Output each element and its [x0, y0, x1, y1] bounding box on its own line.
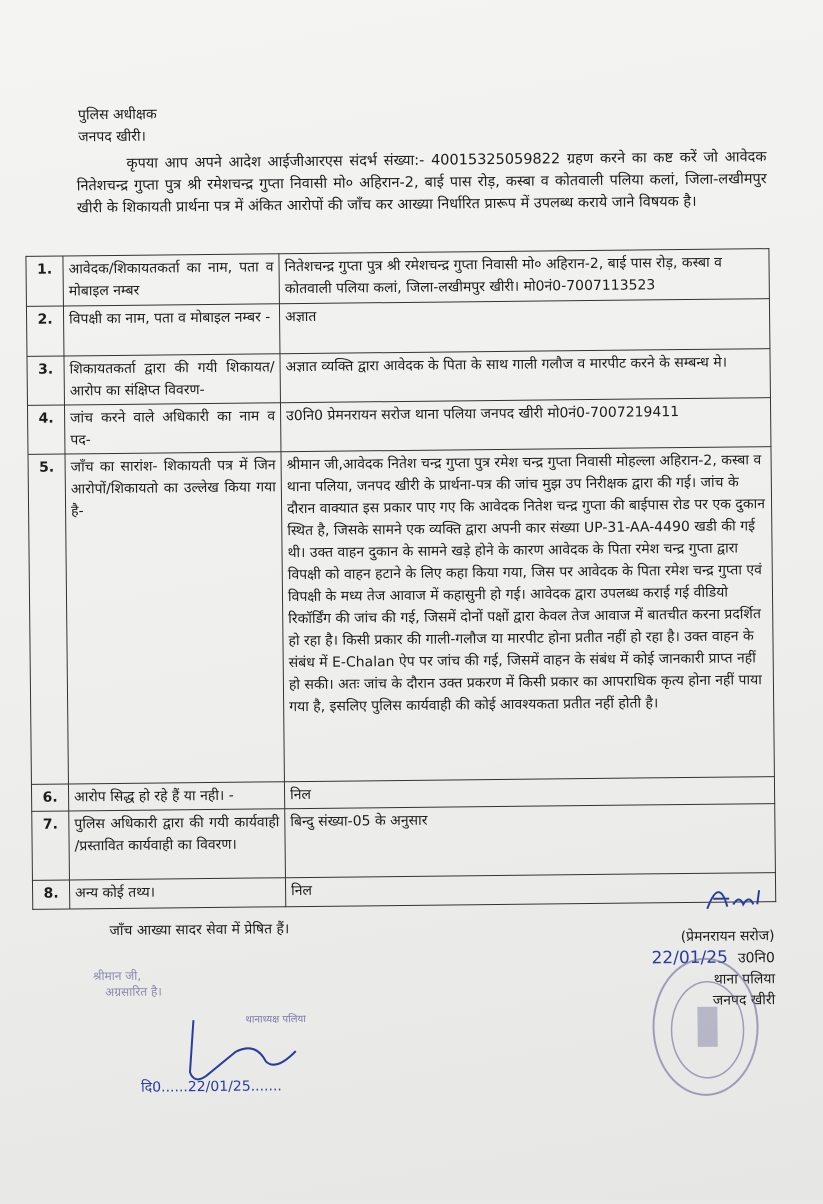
row-label: शिकायतकर्ता द्वारा की गयी शिकायत/आरोप का संक्षिप्त विवरण-: [64, 354, 281, 405]
row-value: नितेशचन्द्र गुप्ता पुत्र श्री रमेशचन्द्र गुप्ता निवासी मो० अहिरान-2, बाई पास रोड़, कस्बा व कोतवाली पलिया कलां, जिला-लखीमपुर खीरी। मो0नं0-7007113523: [279, 249, 769, 304]
row-value: उ0नि0 प्रेमनरायन सरोज थाना पलिया जनपद खीरी मो0नं0-7007219411: [280, 398, 770, 452]
table-row: [32, 804, 776, 881]
officer-district: जनपद खीरी: [712, 992, 776, 1009]
table-row: [27, 398, 770, 455]
row-number: 6.: [31, 784, 68, 811]
table-row: [26, 249, 769, 307]
row-value: अज्ञात: [279, 299, 769, 354]
addressee-title: पुलिस अधीक्षक: [77, 106, 157, 124]
row-label: जांच करने वाले अधिकारी का नाम व पद-: [64, 403, 281, 454]
intro-paragraph: कृपया आप अपने आदेश आईजीआरएस संदर्भ संख्या:- 40015325059822 ग्रहण करने का कष्ट करें जो आवेदक नितेशचन्द्र गुप्ता पुत्र श्री रमेशचन्द्र गुप्ता निवासी मो० अहिरान-2, बाई पास रोड़, कस्बा व कोतवाली पलिया कलां, जिला-लखीमपुर खीरी के शिकायती प्रार्थना पत्र में अंकित आरोपों की जाँच कर आख्या निर्धारित प्रारूप में उपलब्ध कराये जाने विषयक है।: [76, 149, 767, 217]
row-label: जाँच का सारांश- शिकायती पत्र में जिन आरोपों/शिकायतो का उल्लेख किया गया है-: [65, 452, 284, 784]
row-number: 3.: [27, 356, 65, 405]
table-row: [28, 447, 774, 785]
table-row: [27, 349, 770, 406]
row-value: निल: [285, 873, 775, 907]
row-value: श्रीमान जी,आवेदक नितेश चन्द्र गुप्ता पुत्र रमेश चन्द्र गुप्ता निवासी मोहल्ला अहिरान-2, कस्बा व थाना पलिया, जनपद खीरी के प्रार्थना-पत्र की जांच मुझ उप निरीक्षक द्वारा की गई। जांच के दौरान वाक्यात इस प्रकार पाए गए कि आवेदक नितेश चन्द्र गुप्ता की बाईपास रोड पर एक दुकान स्थित है, जिसके सामने एक व्यक्ति द्वारा अपनी कार संख्या UP-31-AA-4490 खडी की गई थी। उक्त वाहन दुकान के सामने खड़े होने के कारण आवेदक के पिता रमेश चन्द्र गुप्ता द्वारा विपक्षी को वाहन हटाने के लिए कहा किया गया, जिस पर आवेदक के पिता रमेश चन्द्र गुप्ता एवं विपक्षी के मध्य तेज आवाज में कहासुनी हो गई। आवेदक द्वारा उपलब्ध कराई गई वीडियो रिकॉर्डिंग की जांच की गई, जिसमें दोनों पक्षों द्वारा केवल तेज आवाज में बातचीत करना प्रदर्शित हो रहा है। किसी प्रकार की गाली-गलौज या मारपीट होना प्रतीत नहीं हो रहा है। उक्त वाहन के संबंध में E-Chalan ऐप पर जांच की गई, जिसमें वाहन के संबंध में कोई जानकारी प्राप्त नहीं हो सकी। अतः जांच के दौरान उक्त प्रकरण में किसी प्रकार का आपराधिक कृत्य होना नहीं पाया गया है, इसलिए पुलिस कार्यवाही की कोई आवश्यकता प्रतीत नहीं होती है।: [281, 447, 774, 782]
row-value: अज्ञात व्यक्ति द्वारा आवेदक के पिता के साथ गाली गलौज व मारपीट करने के सम्बन्ध मे।: [280, 349, 770, 403]
row-number: 1.: [26, 256, 64, 306]
row-value: निल: [284, 777, 774, 809]
row-label: विपक्षी का नाम, पता व मोबाइल नम्बर -: [63, 304, 280, 356]
row-label: अन्य कोई तथ्य।: [69, 878, 285, 909]
row-number: 7.: [32, 811, 70, 880]
row-label: पुलिस अधिकारी द्वारा की गयी कार्यवाही /प्रस्तावित कार्यवाही का विवरण।: [69, 809, 286, 880]
officer-name: (प्रेमनरायन सरोज): [680, 928, 775, 946]
table-row: [26, 299, 769, 357]
inquiry-table: [25, 248, 776, 910]
officer-date: 22/01/25: [651, 947, 729, 969]
row-number: 2.: [26, 306, 64, 356]
row-number: 8.: [32, 880, 69, 909]
row-number: 5.: [28, 454, 68, 784]
endorsement-line2: अग्रसारित है।: [105, 984, 162, 1000]
row-label: आरोप सिद्ध हो रहे हैं या नही। -: [68, 782, 284, 811]
closing-line: जाँच आख्या सादर सेवा में प्रेषित हैं।: [109, 921, 290, 940]
officer-signature: [699, 876, 769, 917]
endorsement-note: [93, 968, 162, 1001]
row-number: 4.: [27, 405, 65, 454]
officer-station: थाना पलिया: [713, 971, 776, 988]
officer-rank: उ0नि0: [737, 950, 775, 967]
endorsement-date: दि0......22/01/25.......: [141, 1078, 282, 1096]
police-seal-icon: [645, 951, 767, 1102]
row-label: आवेदक/शिकायतकर्ता का नाम, पता व मोबाइल नम्बर: [63, 254, 280, 306]
addressee-district: जनपद खीरी।: [78, 128, 146, 146]
sho-stamp-text: थानाध्यक्ष पलिया: [245, 1014, 306, 1026]
endorsement-line1: श्रीमान जी,: [92, 968, 142, 984]
row-value: बिन्दु संख्या-05 के अनुसार: [285, 804, 776, 878]
